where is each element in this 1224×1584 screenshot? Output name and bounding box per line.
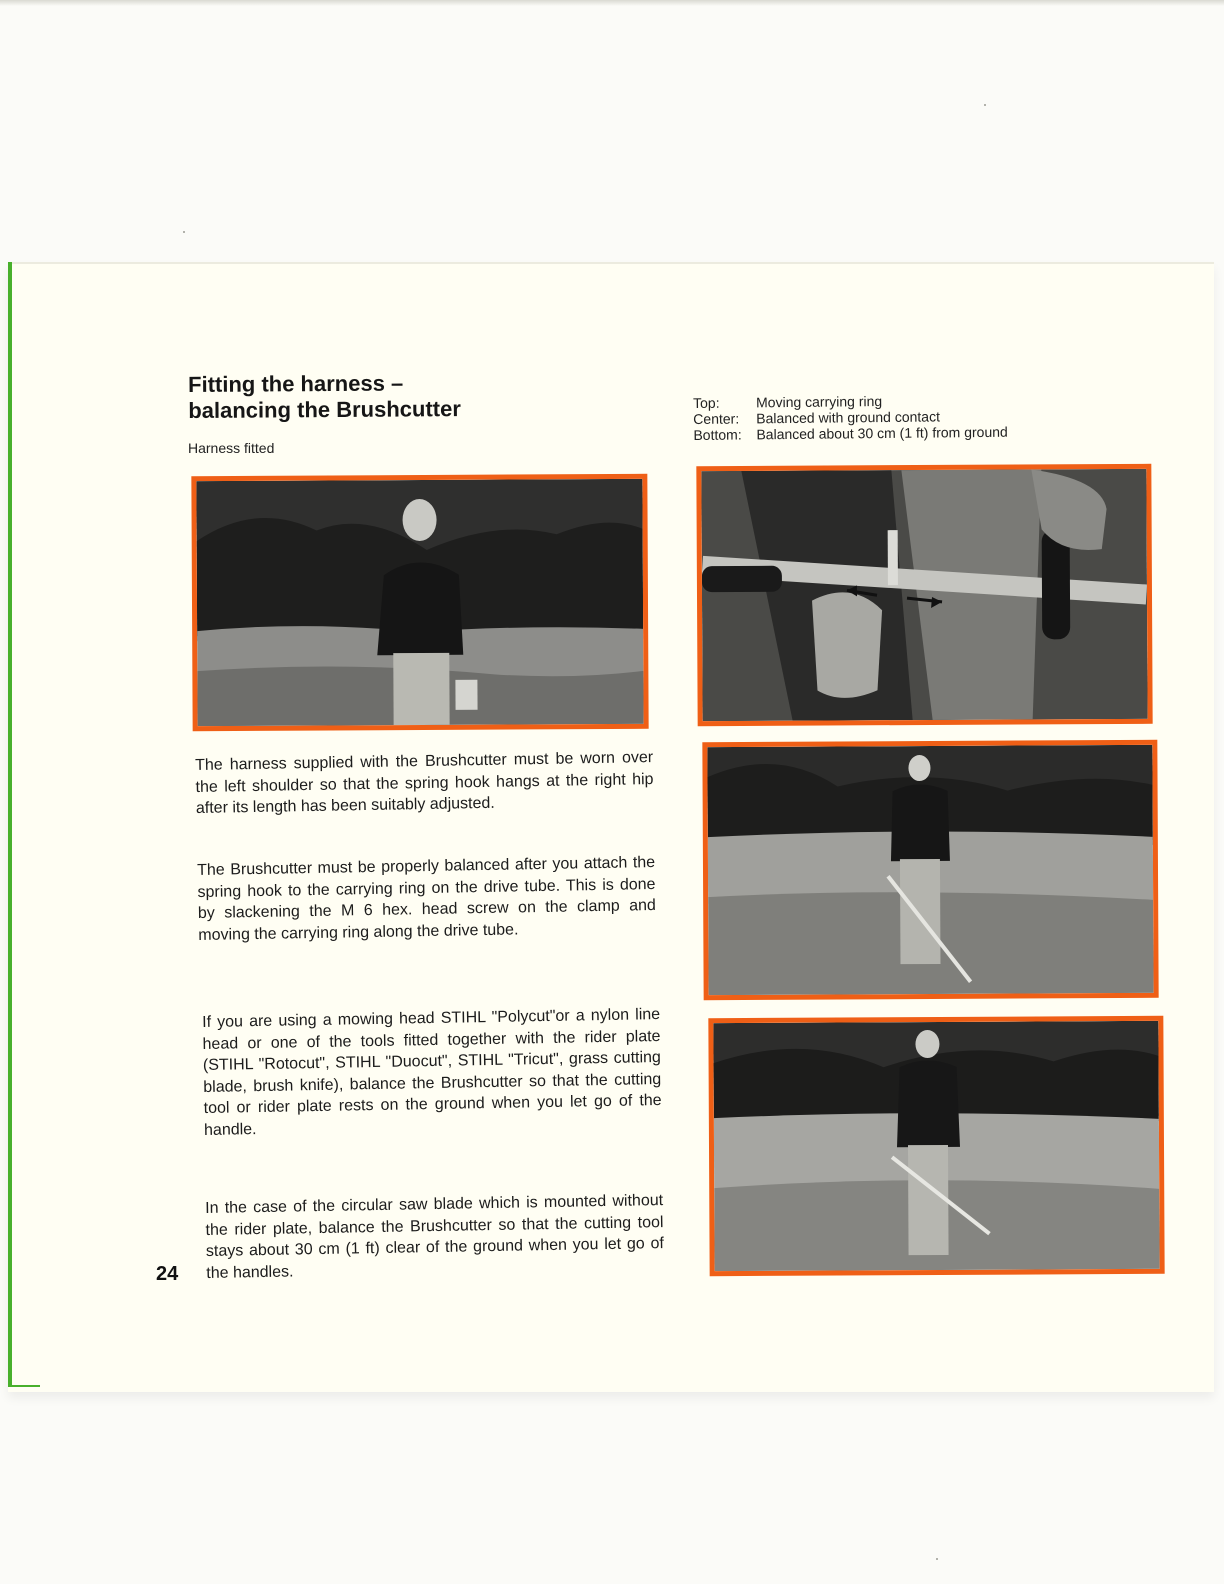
paragraph-balancing: The Brushcutter must be properly balanced after you attach the spring hook to the carrying ring on the drive tube. This is done by slackening the M 6 hex. head screw on the clamp and moving the carrying ring along the drive tube. bbox=[197, 854, 657, 944]
caption-key: Top: bbox=[693, 394, 720, 411]
paragraph-mowing-head: If you are using a mowing head STIHL "Polycut"or a nylon line head or one of the tools fitted together with the rider plate (STIHL "Rotocut", STIHL "Duocut", STIHL "Tricut", grass cutting blade, brush knife), balance the Brushcutter so that the cutting tool or rider plate rests on the ground when you let go of the handle. bbox=[202, 1006, 662, 1139]
margin-stripe-foot bbox=[8, 1385, 40, 1387]
scan-speck bbox=[984, 104, 986, 106]
caption-text: Moving carrying ring bbox=[755, 393, 883, 411]
margin-stripe bbox=[8, 262, 12, 1387]
page-number: 24 bbox=[156, 1263, 179, 1285]
caption-key: Bottom: bbox=[693, 426, 742, 443]
paragraph-harness: The harness supplied with the Brushcutter must be worn over the left shoulder so that the spring hook hangs at the right hip after its length has been suitably adjusted. bbox=[195, 749, 654, 817]
photo-captions bbox=[693, 392, 1008, 443]
photo-balanced-ground-contact bbox=[702, 740, 1158, 1000]
photo-balanced-30cm bbox=[708, 1016, 1164, 1276]
paragraph-circular-saw: In the case of the circular saw blade which is mounted without the rider plate, balance the Brushcutter so that the cutting tool stays about 30 cm (1 ft) clear of the ground when you let go of the handles. bbox=[205, 1192, 665, 1282]
scan-top-edge bbox=[0, 0, 1224, 6]
photo-caption-harness: Harness fitted bbox=[188, 440, 275, 456]
caption-text: Balanced about 30 cm (1 ft) from ground bbox=[756, 423, 1008, 443]
page-title: Fitting the harness – balancing the Brushcutter bbox=[188, 370, 461, 423]
photo-moving-carrying-ring bbox=[696, 464, 1152, 726]
caption-key: Center: bbox=[693, 410, 740, 427]
scan-speck bbox=[183, 231, 185, 233]
photo-harness-fitted bbox=[191, 474, 648, 731]
caption-bottom bbox=[693, 424, 1008, 443]
caption-text: Balanced with ground contact bbox=[756, 408, 941, 427]
scan-speck bbox=[936, 1558, 938, 1560]
